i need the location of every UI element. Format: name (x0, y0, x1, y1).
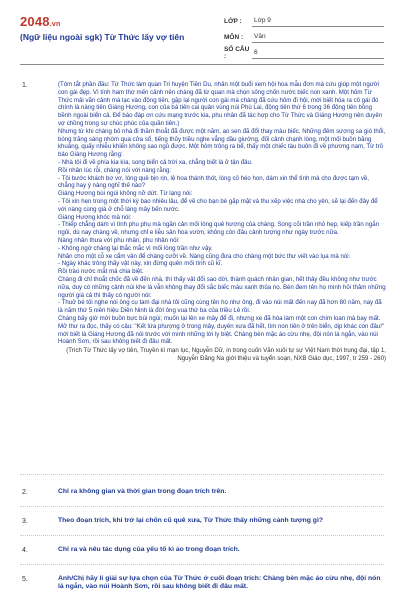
passage-paragraph: Chàng bấy giờ mới buồn bực bùi ngùi; muốn lại lên xe mây để đi, nhưng xe đã hóa làm một con chim loan mà bay mất. Mở thư ra đọc, thấy có câu: "Kết lứa phượng ở trong mây, duyên xưa đã hết, tìm non tiên ở trên biển, dịp khác còn đâu!" mới biết là Giáng Hương đã nói trước với mình những lời ly biệt. Chàng bèn mặc áo cừu nhẹ, đội nón lá ngắn, vào núi Hoành Sơn, rồi sau không biết đi đâu mất. (58, 314, 385, 346)
passage-paragraph: Chàng đi chỉ thoắt chốc đã về đến nhà, thì thấy vật đổi sao dời, thành quách nhân gian, hết thảy đều không như trước nữa, duy có những cảnh núi khe là vẫn không thay đổi sắc biếc màu xanh thủa nọ. Bèn đem tên họ mình hỏi thăm những người già cả thì thấy có người nói: (58, 275, 386, 299)
question-number: 2. (22, 489, 28, 496)
meta-row-subject (224, 29, 384, 45)
question-text: Anh/Chị hãy lí giải sự lựa chọn của Từ Thức ở cuối đoạn trích: Chàng bèn mặc áo cừu nhẹ, đội nón lá ngắn, vào núi Hoành Sơn, rồi sau không biết đi đâu mất. (58, 575, 381, 591)
brand-suffix: .vn (49, 21, 61, 28)
passage-paragraph: - Tôi xin hẹn trong một thời kỳ bao nhiêu lâu, để về cho bạn bè gặp mặt và thu xếp việc nhà cho yên, sẽ lại đến đây để với nàng cùng già ở chỗ làng mây bến nước. (58, 197, 378, 213)
meta-label: LỚP : (224, 17, 242, 25)
page-title: (Ngữ liệu ngoài sgk) Từ Thức lấy vợ tiên (20, 32, 185, 42)
question-divider (20, 474, 384, 475)
question-text: Chỉ ra không gian và thời gian trong đoạn trích trên. (58, 488, 227, 495)
question-text: Theo đoạn trích, khi trở lại chốn cũ quê xưa, Từ Thức thấy những cảnh tượng gì? (58, 517, 324, 524)
passage-paragraph: Nàng nhân thưa với phu nhân, phu nhân nói: (58, 236, 180, 244)
header-divider (20, 64, 384, 65)
meta-row-question-count (224, 45, 384, 61)
source-citation: (Trích Từ Thức lấy vợ tiên, Truyền kì mạn lục, Nguyễn Dữ, in trong cuốn Văn xuôi tự sự Việt Nam thời trung đại, tập 1, Nguyễn Đăng Na giới thiệu và tuyển soạn, NXB Giáo dục, 1997, tr 259 - 260) (66, 347, 386, 362)
passage-paragraph: Giáng Hương bùi ngùi không nỡ dứt. Từ lạng nói: (58, 190, 193, 198)
passage-paragraph: Nhưng từ khi chàng bỏ nhà đi thăm thoắt đã được một năm, ao sen đã đổi thay màu biếc. Những đêm sương sa gió thổi, bóng trăng sáng nhòm qua cửa sổ, tiếng thủy triều nghe vẳng dầu giường, đối cảnh chạnh lòng, một mối buồn băng khuâng, quấy nhiễu khiến không sao ngủ được. Một hôm trông ra bể, thấy một chiếc tàu buôn đi về phương nam, Từ trỏ bảo Giáng Hương rằng: (58, 127, 386, 159)
meta-box (224, 13, 384, 61)
meta-value: Văn (252, 32, 384, 43)
passage-paragraph: - Nhà tôi đi về phía kia kìa, song biển cả trời xa, chẳng biết là ở tận đâu. (58, 158, 253, 166)
meta-label: MÔN : (224, 33, 244, 41)
question-number: 4. (22, 547, 28, 554)
question-divider (20, 506, 384, 507)
passage-paragraph: Giáng Hương khóc mà nói: (58, 213, 132, 221)
reading-passage (58, 81, 386, 363)
meta-row-class (224, 13, 384, 29)
passage-paragraph: - Ngày khác trông thấy vật này, xin đừng quên mối tình cũ kĩ. (58, 260, 223, 268)
passage-paragraph: Nhân cho một cỗ xe cẩm vân để chàng cưỡi về. Nàng cũng đưa cho chàng một bức thư viết vào lụa mà nói: (58, 252, 351, 260)
passage-paragraph: - Không ngờ chàng lại thắc mắc vì mối lòng trần như vậy. (58, 244, 213, 252)
meta-label: SỐ CÂU : (224, 46, 250, 60)
passage-paragraph: - Tôi bước khách bơ vơ, lòng quê bịn rịn, lệ hoa thánh thót, lòng cỏ héo hon, dám xin thể tình mà cho được tạm về, chẳng hay ý nàng nghĩ thế nào? (58, 174, 369, 190)
question-text: Chỉ ra và nêu tác dụng của yếu tố kì ảo trong đoạn trích. (58, 546, 240, 553)
question-number: 3. (22, 518, 28, 525)
question-divider (20, 564, 384, 565)
question-number: 1. (22, 82, 28, 89)
passage-paragraph: Rồi trào nước mắt mà chia biệt. (58, 268, 144, 276)
passage-paragraph: - Thuở bé tôi nghe nói ông cụ tam đại nhà tôi cũng cùng tên họ như ông, đi vào núi mất đến nay đã hơn 80 năm, nay đã là năm thứ 5 niên hiệu Diên Ninh là đời ông vua thứ ba của triều Lê rồi. (58, 299, 382, 315)
brand-name: 2048 (20, 14, 50, 29)
passage-paragraph: Rồi nhân lúc rỗi, chàng nói với nàng rằng: (58, 166, 172, 174)
meta-value: 6 (252, 48, 384, 59)
passage-paragraph: (Tóm tắt phần đầu: Từ Thức làm quan Tri huyện Tiên Du, nhân một buổi xem hội hoa mẫu đơn mà cứu giúp một người con gái đẹp. Vì tính ham thơ mến cảnh nên chàng đã từ quan mà chọn sống chốn nước biếc non xanh. Một hôm Từ Thức mải vãn cảnh mà lạc vào động tiên, gặp lại người con gái mà chàng đã cứu hôm đi hội, mới biết hóa ra cô gái đó chính là nàng tiên Giáng Hương, con của bà tiên cai quản vùng núi Phù Lai, động tiên thứ 6 trong 36 động tiên bồng bềnh ngoài biển cả. Để báo đáp ơn cứu mạng trước kia, phu nhân đã tác hợp cho Từ Thức và Giáng Hương nên duyên vợ chồng trong sự chúc phúc của quần tiên.) (58, 81, 383, 127)
question-number: 5. (22, 576, 28, 583)
brand-logo[interactable] (20, 14, 60, 29)
passage-paragraph: - Thiếp chẳng dám vì tình phu phụ mà ngăn cản mối lòng quê hương của chàng. Song cõi trần nhỏ hẹp, kiếp trần ngắn ngủi, dù nay chàng về, nhưng chỉ e liễu sân hoa vườn, không còn đâu cảnh tượng như ngày trước nữa. (58, 221, 379, 237)
question-divider (20, 535, 384, 536)
meta-value: Lớp 9 (252, 16, 384, 27)
